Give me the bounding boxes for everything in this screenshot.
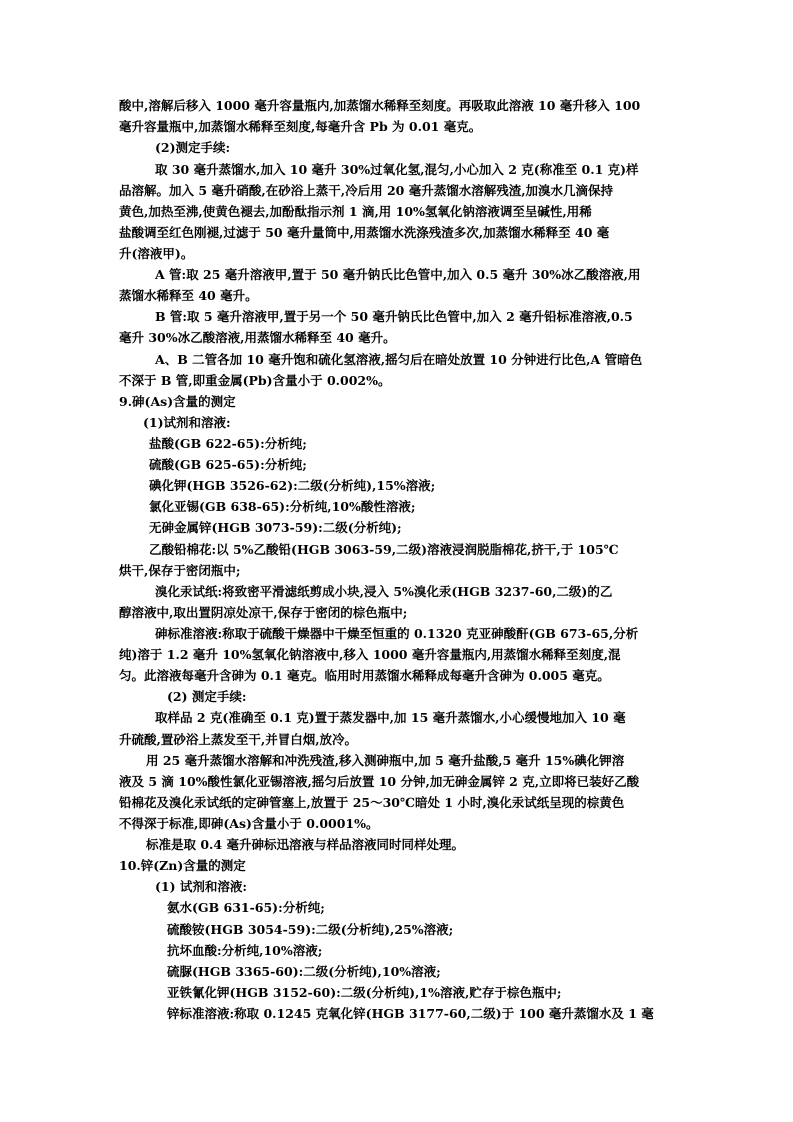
- text-line: B 管:取 5 毫升溶液甲,置于另一个 50 毫升钠氏比色管中,加入 2 毫升铅标准溶液,0.5: [155, 309, 633, 324]
- text-line: 亚铁氰化钾(HGB 3152-60):二级(分析纯),1%溶液,贮存于棕色瓶中;: [167, 985, 562, 1000]
- text-line: 无砷金属锌(HGB 3073-59):二级(分析纯);: [149, 520, 402, 535]
- text-line: 黄色,加热至沸,使黄色褪去,加酚酞指示剂 1 滴,用 10%氢氧化钠溶液调至呈碱性,用稀: [119, 204, 592, 219]
- text-line: 品溶解。加入 5 毫升硝酸,在砂浴上蒸干,冷后用 20 毫升蒸馏水溶解残渣,加溴水几滴保持: [119, 183, 614, 198]
- section-heading: (2) 测定手续:: [167, 689, 247, 704]
- text-line: 硫酸铵(HGB 3054-59):二级(分析纯),25%溶液;: [167, 922, 454, 937]
- text-line: 硫脲(HGB 3365-60):二级(分析纯),10%溶液;: [167, 964, 441, 979]
- text-line: A 管:取 25 毫升溶液甲,置于 50 毫升钠氏比色管中,加入 0.5 毫升 30%冰乙酸溶液,用: [155, 267, 641, 282]
- text-line: 匀。此溶液每毫升含砷为 0.1 毫克。临用时用蒸馏水稀释成每毫升含砷为 0.005 毫克。: [119, 668, 610, 683]
- text-line: 溴化汞试纸:将致密平滑滤纸剪成小块,浸入 5%溴化汞(HGB 3237-60,二级)的乙: [155, 584, 613, 599]
- text-line: 氨水(GB 631-65):分析纯;: [167, 900, 325, 915]
- text-line: 铅棉花及溴化汞试纸的定砷管塞上,放置于 25～30℃暗处 1 小时,溴化汞试纸呈现的棕黄色: [119, 795, 625, 810]
- section-heading: (2)测定手续:: [155, 140, 231, 155]
- section-heading: 9.砷(As)含量的测定: [119, 394, 236, 409]
- text-line: 硫酸(GB 625-65):分析纯;: [149, 457, 307, 472]
- text-line: 酸中,溶解后移入 1000 毫升容量瓶内,加蒸馏水稀释至刻度。再吸取此溶液 10 毫升移入 100: [119, 98, 641, 113]
- text-line: 用 25 毫升蒸馏水溶解和冲洗残渣,移入测砷瓶中,加 5 毫升盐酸,5 毫升 15%碘化钾溶: [146, 753, 625, 768]
- text-line: 锌标准溶液:称取 0.1245 克氧化锌(HGB 3177-60,二级)于 100 毫升蒸馏水及 1 毫: [167, 1006, 654, 1021]
- section-heading: (1) 试剂和溶液:: [155, 879, 247, 894]
- text-line: 砷标准溶液:称取于硫酸干燥器中干燥至恒重的 0.1320 克亚砷酸酐(GB 673-65,分析: [155, 626, 639, 641]
- text-line: 不深于 B 管,即重金属(Pb)含量小于 0.002%。: [119, 373, 391, 388]
- text-line: 毫升 30%冰乙酸溶液,用蒸馏水稀释至 40 毫升。: [119, 330, 396, 345]
- text-line: 升硫酸,置砂浴上蒸发至干,并冒白烟,放冷。: [119, 732, 358, 747]
- text-line: 氯化亚锡(GB 638-65):分析纯,10%酸性溶液;: [149, 499, 416, 514]
- text-line: 毫升容量瓶中,加蒸馏水稀释至刻度,每毫升含 Pb 为 0.01 毫克。: [119, 119, 482, 134]
- text-line: 纯)溶于 1.2 毫升 10%氢氧化钠溶液中,移入 1000 毫升容量瓶内,用蒸馏水稀释至刻度,混: [119, 647, 621, 662]
- text-line: 升(溶液甲)。: [119, 246, 194, 261]
- text-line: 乙酸铅棉花:以 5%乙酸铅(HGB 3063-59,二级)溶液浸润脱脂棉花,挤干,于 105℃: [149, 542, 619, 557]
- text-line: 标准是取 0.4 毫升砷标迅溶液与样品溶液同时同样处理。: [146, 837, 464, 852]
- text-line: 不得深于标准,即砷(As)含量小于 0.0001%。: [119, 816, 379, 831]
- text-line: 取样品 2 克(准确至 0.1 克)置于蒸发器中,加 15 毫升蒸馏水,小心缓慢地加入 10 毫: [155, 710, 626, 725]
- section-heading: (1)试剂和溶液:: [143, 415, 231, 430]
- text-line: 取 30 毫升蒸馏水,加入 10 毫升 30%过氧化氢,混匀,小心加入 2 克(称准至 0.1 克)样: [155, 162, 639, 177]
- text-line: 蒸馏水稀释至 40 毫升。: [119, 288, 258, 303]
- text-line: 醇溶液中,取出置阴凉处凉干,保存于密闭的棕色瓶中;: [119, 605, 408, 620]
- text-line: 盐酸调至红色刚褪,过滤于 50 毫升量筒中,用蒸馏水洗涤残渣多次,加蒸馏水稀释至 40 毫: [119, 225, 610, 240]
- text-line: A、B 二管各加 10 毫升饱和硫化氢溶液,摇匀后在暗处放置 10 分钟进行比色,A 管暗色: [155, 352, 643, 367]
- text-line: 烘干,保存于密闭瓶中;: [119, 563, 241, 578]
- text-line: 碘化钾(HGB 3526-62):二级(分析纯),15%溶液;: [149, 478, 436, 493]
- text-line: 液及 5 滴 10%酸性氯化亚锡溶液,摇匀后放置 10 分钟,加无砷金属锌 2 克,立即将已装好乙酸: [119, 774, 640, 789]
- text-line: 抗坏血酸:分析纯,10%溶液;: [167, 943, 323, 958]
- section-heading: 10.锌(Zn)含量的测定: [119, 858, 246, 873]
- text-line: 盐酸(GB 622-65):分析纯;: [149, 436, 307, 451]
